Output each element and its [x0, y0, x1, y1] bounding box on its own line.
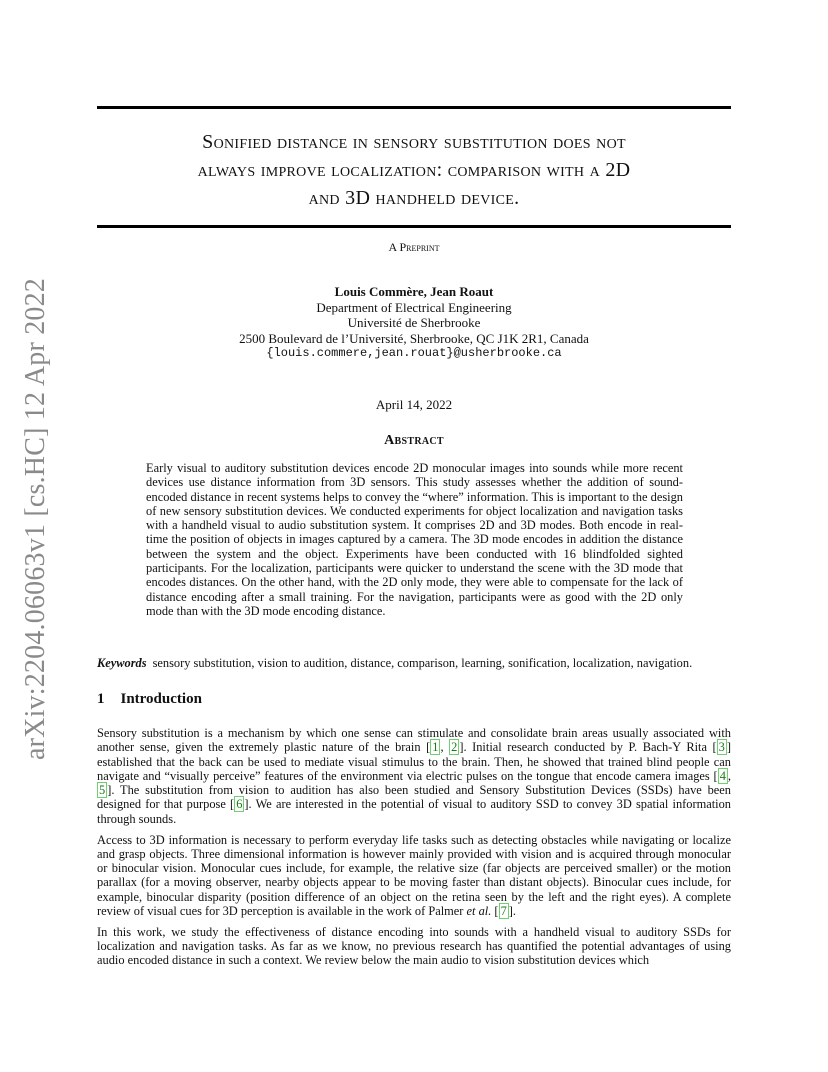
- section-title: Introduction: [120, 691, 202, 707]
- title-line-2: always improve localization: comparison with a 2D: [197, 159, 631, 181]
- et-al-italic: et al.: [466, 904, 492, 919]
- paragraph-text: ]. The substitution from vision to audition has also been studied and Sensory Substitution Devices (SSDs) have been designed for that purpose [: [97, 783, 731, 812]
- paragraph-text: ,: [727, 768, 731, 783]
- keywords-label: Keywords: [97, 656, 147, 670]
- author-email: {louis.commere,jean.rouat}@usherbrooke.ca: [266, 346, 562, 360]
- citation-link[interactable]: 7: [500, 904, 507, 919]
- preprint-label: A Preprint: [388, 240, 440, 254]
- paper-date: April 14, 2022: [375, 397, 453, 412]
- title-bottom-rule: [97, 225, 731, 228]
- intro-paragraph-2: [97, 833, 731, 919]
- paragraph-text: ].: [508, 904, 516, 919]
- arxiv-identifier-stamp: arXiv:2204.06063v1 [cs.HC] 12 Apr 2022: [20, 277, 51, 760]
- citation-link[interactable]: 3: [718, 740, 725, 755]
- paper-title: [97, 128, 731, 212]
- section-number: 1: [97, 691, 105, 707]
- title-line-1: Sonified distance in sensory substitution does not: [202, 131, 626, 153]
- introduction-body: [97, 726, 731, 974]
- intro-paragraph-1: [97, 726, 731, 826]
- citation-link[interactable]: 6: [236, 797, 243, 812]
- keywords-line: [97, 656, 737, 670]
- title-top-rule: [97, 106, 731, 109]
- intro-paragraph-3: In this work, we study the effectiveness of distance encoding into sounds with a handheld visual to auditory SSDs for localization and navigation tasks. As far as we know, no previous research has quantified the potential advantages of using audio encoded distance in such a context. We review below the main audio to vision substitution devices which: [97, 924, 731, 968]
- author-department: Department of Electrical Engineering: [316, 299, 512, 315]
- paragraph-text: Access to 3D information is necessary to perform everyday life tasks such as detecting obstacles while navigating or localize and grasp objects. Three dimensional information is however mainly provided with vision and is acquired through monocular or binocular vision. Monocular cues include, for example, the relative size (far objects are perceived smaller) or the motion parallax (for a moving observer, nearby objects appear to be moving faster than distant objects). Binocular cues include, for example, binocular disparity (position difference of an object on the retina seen by the left and the right eyes). A complete review of visual cues for 3D perception is available in the work of Palmer: [97, 832, 731, 919]
- author-block: [97, 284, 731, 362]
- abstract-text: Early visual to auditory substitution devices encode 2D monocular images into sounds while more recent devices use distance information from 3D sensors. This study assesses whether the addition of sound-encoded distance in recent systems helps to convey the “where” information. This is important to the design of new sensory substitution devices. We conducted experiments for object localization and navigation tasks with a handheld visual to audio substitution system. It comprises 2D and 3D modes. Both encode in real-time the position of objects in images captured by a camera. The 3D mode encodes in addition the distance between the system and the object. Experiments have been conducted with 16 blindfolded sighted participants. For the localization, participants were quicker to understand the scene with the 3D mode that encodes distances. On the other hand, with the 2D only mode, they were able to compensate for the lack of distance encoding after a small training. For the navigation, participants were as good with the 2D only mode than with the 3D mode encoding distance.: [146, 461, 683, 618]
- citation-link[interactable]: 2: [451, 740, 458, 755]
- abstract-heading: Abstract: [384, 433, 444, 448]
- section-heading-introduction: [97, 691, 202, 708]
- citation-link[interactable]: 1: [432, 740, 439, 755]
- paragraph-text: ]. Initial research conducted by P. Bach-Y Rita [: [459, 740, 717, 755]
- paragraph-text: ]. We are interested in the potential of visual to auditory SSD to convey 3D spatial information through sounds.: [97, 797, 731, 826]
- author-address: 2500 Boulevard de l’Université, Sherbrooke, QC J1K 2R1, Canada: [239, 330, 589, 346]
- keywords-text: sensory substitution, vision to audition, distance, comparison, learning, sonification, localization, navigation.: [152, 656, 693, 670]
- citation-link[interactable]: 4: [719, 768, 726, 783]
- paragraph-text: [: [491, 904, 499, 919]
- author-university: Université de Sherbrooke: [347, 315, 481, 330]
- citation-link[interactable]: 5: [99, 783, 106, 798]
- paragraph-text: Sensory substitution is a mechanism by which one sense can stimulate and consolidate brain areas usually associated with another sense, given the extremely plastic nature of the brain [: [97, 726, 731, 755]
- paragraph-text: ] established that the back can be used to mediate visual stimulus to the brain. Then, he showed that trained blind people can navigate and “visually perceive” features of the environment via electric pulses on the tongue that encode camera images [: [97, 740, 732, 783]
- title-line-3: and 3D handheld device.: [308, 187, 520, 209]
- paragraph-text: ,: [440, 740, 450, 755]
- author-names: Louis Commère, Jean Roaut: [334, 284, 494, 299]
